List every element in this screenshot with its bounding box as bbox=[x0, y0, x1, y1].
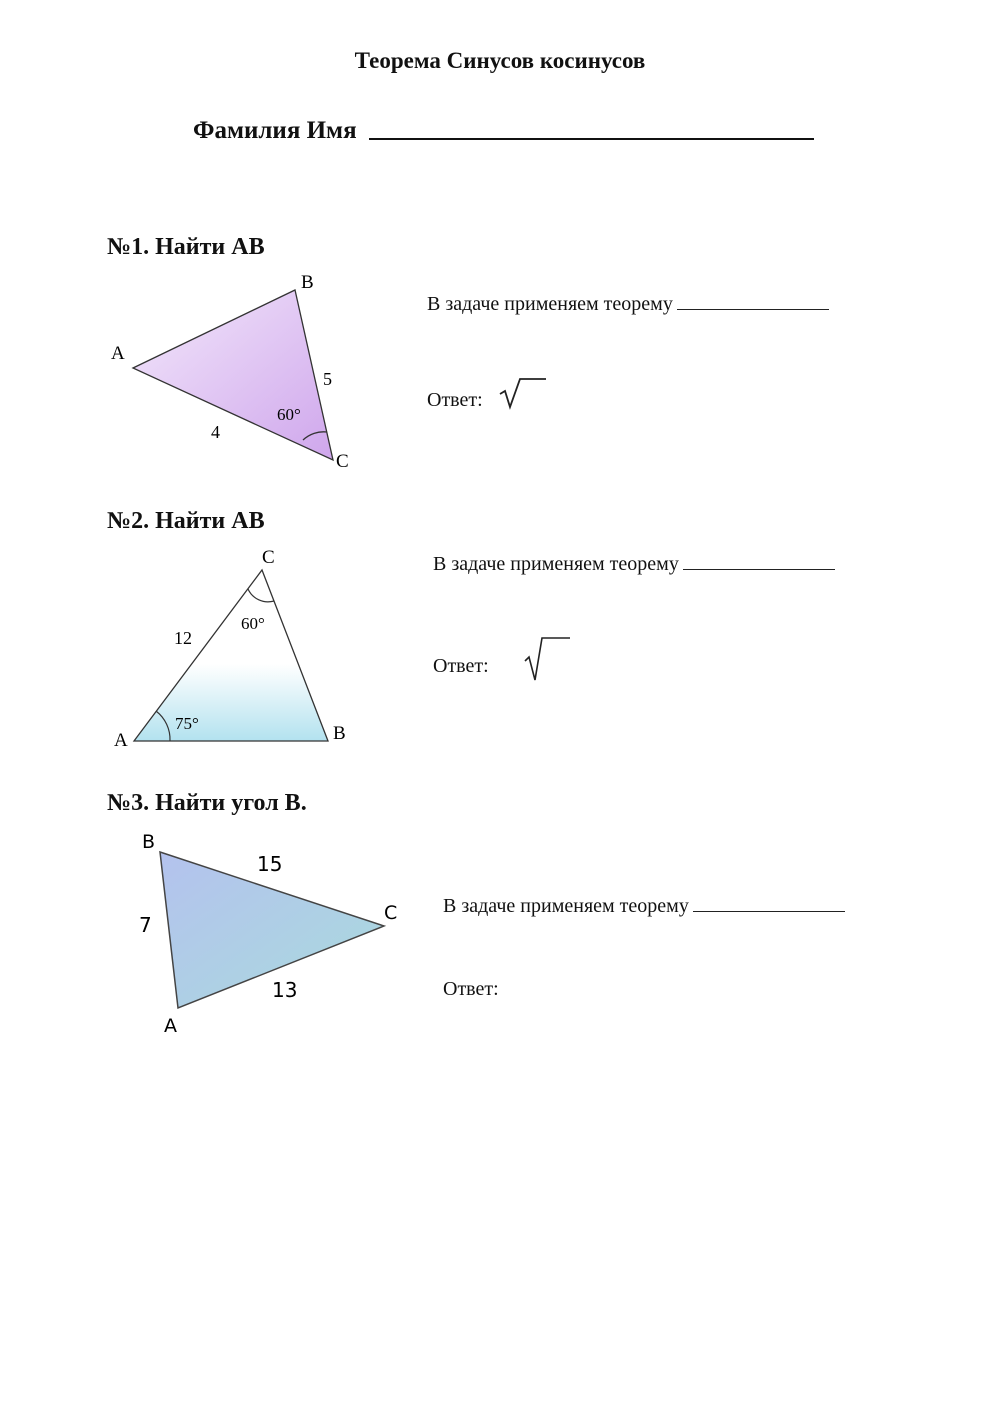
name-label: Фамилия Имя bbox=[193, 117, 357, 144]
task-2-theorem-prompt: В задаче применяем теорему bbox=[433, 553, 679, 575]
angle-a-label: 75° bbox=[175, 714, 199, 733]
triangle-abc-shape bbox=[133, 290, 333, 460]
task-2-theorem-blank[interactable] bbox=[683, 551, 835, 570]
task-1-theorem-prompt: В задаче применяем теорему bbox=[427, 293, 673, 315]
task-2-answer-label: Ответ: bbox=[433, 655, 489, 677]
side-bc-label: 15 bbox=[257, 852, 283, 876]
triangle-abc-shape bbox=[134, 570, 328, 741]
vertex-b-label: B bbox=[142, 831, 156, 853]
task-2-triangle-figure bbox=[108, 543, 368, 753]
task-1-theorem-blank[interactable] bbox=[677, 291, 829, 310]
task-1-answer-row bbox=[427, 389, 483, 412]
task-3-triangle-figure bbox=[130, 828, 410, 1038]
name-input-line[interactable] bbox=[369, 114, 814, 140]
vertex-a-label: A bbox=[111, 343, 125, 364]
vertex-a-label: A bbox=[114, 730, 128, 751]
side-ac-label: 13 bbox=[272, 978, 298, 1002]
vertex-c-label: C bbox=[262, 547, 275, 568]
task-2-heading: №2. Найти АВ bbox=[107, 508, 265, 534]
task-1-triangle-figure bbox=[105, 268, 365, 478]
task-1-heading: №1. Найти АВ bbox=[107, 234, 265, 260]
vertex-b-label: B bbox=[301, 272, 314, 293]
task-2-answer-row bbox=[433, 655, 489, 678]
vertex-c-label: C bbox=[336, 451, 349, 472]
vertex-b-label: B bbox=[333, 723, 346, 744]
vertex-a-label: A bbox=[164, 1015, 177, 1037]
task-3-answer-row bbox=[443, 978, 499, 1001]
task-3-answer-label: Ответ: bbox=[443, 978, 499, 1000]
name-field-row bbox=[193, 112, 814, 145]
page-title: Теорема Синусов косинусов bbox=[354, 48, 646, 73]
task-2-theorem-row bbox=[433, 551, 835, 576]
side-bc-label: 5 bbox=[323, 369, 332, 389]
task-1-sqrt-icon[interactable] bbox=[498, 374, 550, 414]
task-1-theorem-row bbox=[427, 291, 829, 316]
side-ac-label: 12 bbox=[174, 628, 192, 648]
task-2-sqrt-icon[interactable] bbox=[522, 633, 576, 685]
side-ab-label: 7 bbox=[139, 913, 152, 937]
vertex-c-label: C bbox=[384, 902, 398, 924]
task-3-heading: №3. Найти угол В. bbox=[107, 790, 307, 816]
task-3-theorem-row bbox=[443, 893, 845, 918]
side-ac-label: 4 bbox=[211, 422, 220, 442]
task-3-theorem-blank[interactable] bbox=[693, 893, 845, 912]
angle-c-label: 60° bbox=[241, 614, 265, 633]
task-3-theorem-prompt: В задаче применяем теорему bbox=[443, 895, 689, 917]
angle-c-label: 60° bbox=[277, 405, 301, 424]
task-1-answer-label: Ответ: bbox=[427, 389, 483, 411]
